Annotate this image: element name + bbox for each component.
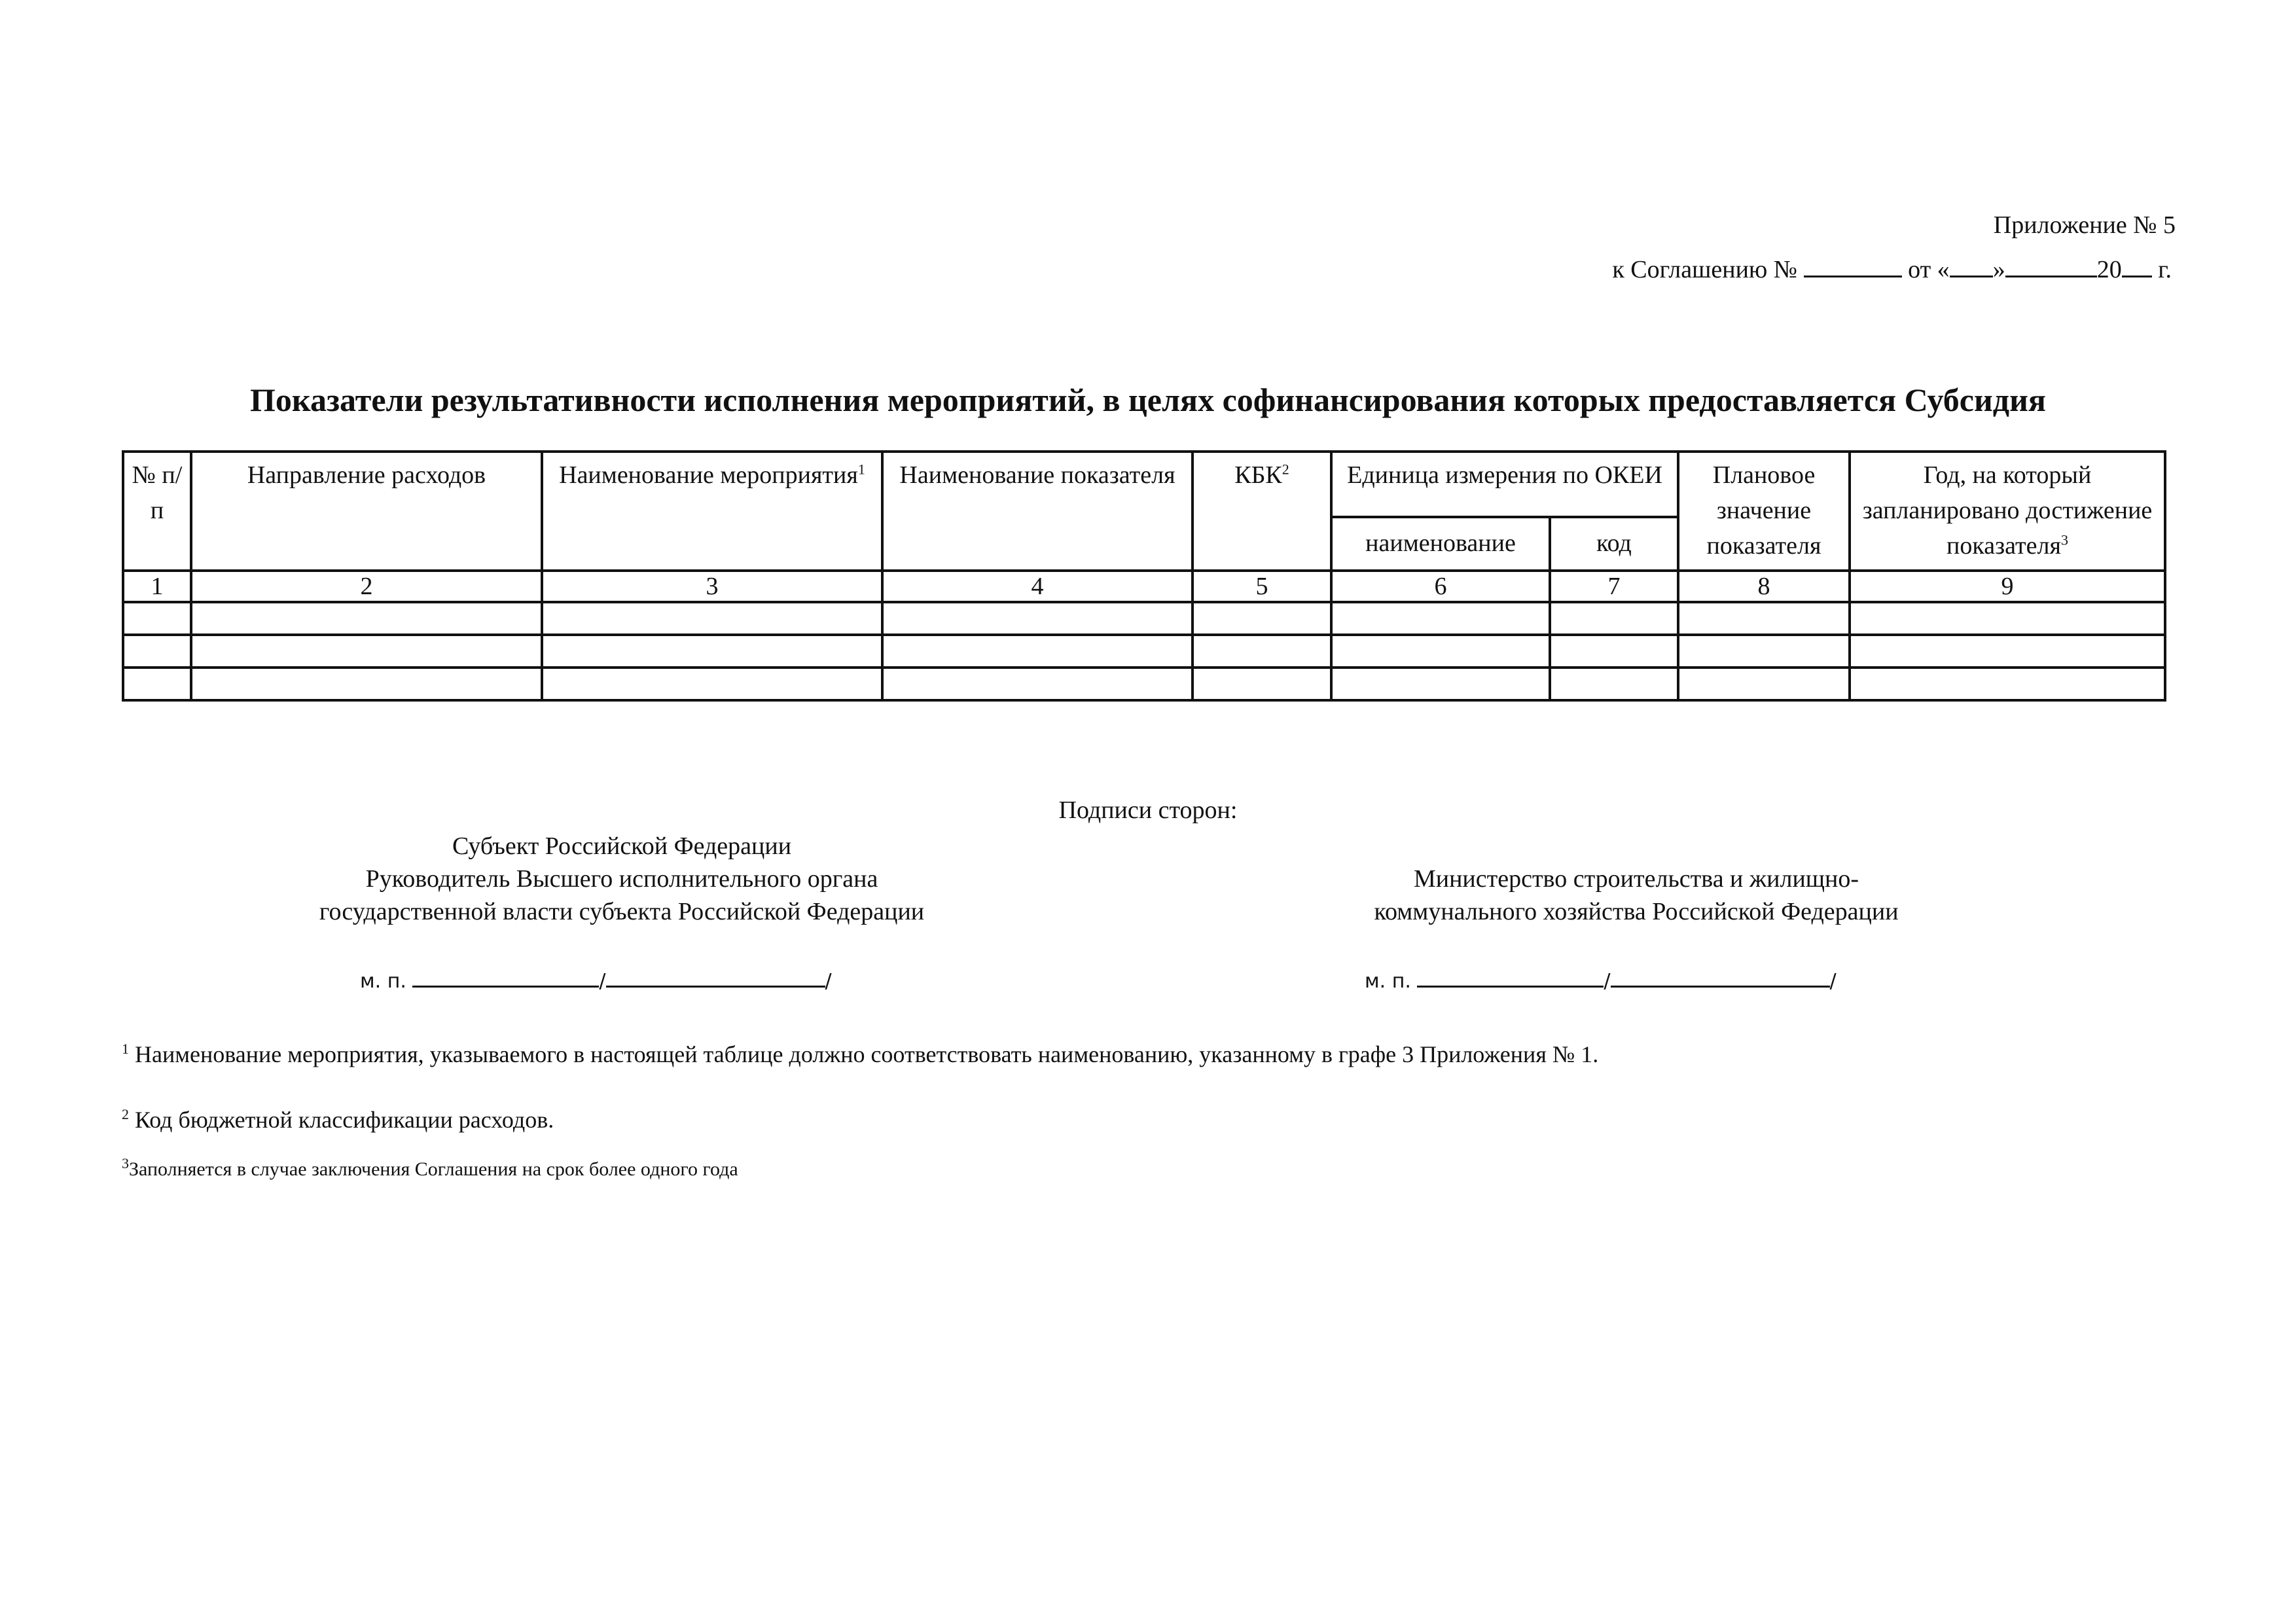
indicators-table [122, 450, 2166, 702]
footnote-3-mark: 3 [122, 1155, 129, 1171]
header-col-planned: Плановое значение показателя [1678, 452, 1850, 571]
right-party-line-1: Министерство строительства и жилищно- [1413, 865, 1859, 893]
table-cell [1850, 668, 2165, 700]
signature-slash: / [1829, 970, 1837, 993]
agreement-month-blank [2005, 256, 2097, 277]
table-cell [1678, 635, 1850, 668]
table-cell [882, 668, 1193, 700]
table-cell [123, 635, 191, 668]
table-cell [191, 602, 542, 635]
agreement-number-blank [1804, 256, 1902, 277]
agreement-quote-close: » [1992, 256, 2005, 283]
table-row [123, 668, 2165, 700]
table-cell [191, 668, 542, 700]
footnote-3 [122, 1155, 738, 1181]
table-row [123, 602, 2165, 635]
right-party-block [1276, 863, 1996, 928]
column-number: 6 [1331, 571, 1550, 602]
header-col-unit-name: наименование [1331, 517, 1550, 571]
name-blank [1611, 966, 1830, 988]
agreement-year-blank [2122, 256, 2152, 277]
left-stamp-signature-line [360, 966, 832, 993]
table-cell [123, 668, 191, 700]
agreement-year: 20 [2096, 256, 2122, 283]
column-numbers-row [123, 571, 2165, 602]
table-cell [1678, 668, 1850, 700]
table-cell [1550, 668, 1678, 700]
signature-blank [412, 966, 599, 988]
header-col-year-label: Год, на который запланировано достижение показателя [1862, 461, 2153, 560]
header-col-year [1850, 452, 2165, 571]
header-col-unit-group: Единица измерения по ОКЕИ [1331, 452, 1678, 517]
table-cell [1331, 635, 1550, 668]
footnote-ref-3: 3 [2060, 531, 2068, 548]
left-party-line-1: Субъект Российской Федерации [452, 832, 792, 860]
table-cell [1850, 635, 2165, 668]
left-party-line-3: государственной власти субъекта Российской Федерации [319, 898, 925, 925]
column-number: 2 [191, 571, 542, 602]
footnote-ref-2: 2 [1282, 461, 1289, 478]
footnote-1 [122, 1041, 1598, 1068]
footnote-1-mark: 1 [122, 1041, 129, 1057]
header-col-event [542, 452, 882, 571]
appendix-number: Приложение № 5 [1993, 211, 2176, 239]
right-party-line-2: коммунального хозяйства Российской Федерации [1374, 898, 1899, 925]
footnote-1-text: Наименование мероприятия, указываемого в настоящей таблице должно соответствовать наименованию, указанному в графе 3 Приложения № 1. [135, 1041, 1599, 1067]
document-title: Показатели результативности исполнения мероприятий, в целях софинансирования которых предоставляется Субсидия [250, 382, 2046, 418]
signature-slash: / [599, 970, 606, 993]
footnote-2-text: Код бюджетной классификации расходов. [135, 1107, 554, 1133]
column-number: 8 [1678, 571, 1850, 602]
header-col-number: № п/п [123, 452, 191, 571]
table-cell [1193, 602, 1331, 635]
table-cell [542, 668, 882, 700]
right-stamp-signature-line [1365, 966, 1837, 993]
table-cell [1550, 602, 1678, 635]
table-cell [882, 602, 1193, 635]
footnote-2 [122, 1106, 554, 1133]
agreement-year-suffix: г. [2158, 256, 2172, 283]
header-col-indicator: Наименование показателя [882, 452, 1193, 571]
column-number: 3 [542, 571, 882, 602]
footnote-ref-1: 1 [857, 461, 865, 478]
header-col-kbk-label: КБК [1234, 461, 1282, 489]
signature-slash: / [1604, 970, 1611, 993]
table-cell [123, 602, 191, 635]
column-number: 7 [1550, 571, 1678, 602]
footnote-2-mark: 2 [122, 1106, 129, 1122]
stamp-label: м. п. [1365, 970, 1411, 993]
signatures-title: Подписи сторон: [1058, 796, 1238, 824]
agreement-from: от « [1908, 256, 1950, 283]
table-cell [1331, 668, 1550, 700]
table-cell [1550, 635, 1678, 668]
table-cell [542, 635, 882, 668]
header-col-event-label: Наименование мероприятия [559, 461, 858, 489]
left-party-line-2: Руководитель Высшего исполнительного органа [365, 865, 878, 893]
table-cell [882, 635, 1193, 668]
header-col-kbk [1193, 452, 1331, 571]
table-cell [1193, 668, 1331, 700]
agreement-reference [1612, 255, 2172, 284]
table-cell [191, 635, 542, 668]
table-cell [1850, 602, 2165, 635]
header-col-direction: Направление расходов [191, 452, 542, 571]
signature-blank [1417, 966, 1604, 988]
table-row [123, 635, 2165, 668]
name-blank [606, 966, 825, 988]
header-col-unit-code: код [1550, 517, 1678, 571]
table-cell [1678, 602, 1850, 635]
left-party-block [262, 830, 982, 928]
footnote-3-text: Заполняется в случае заключения Соглашения на срок более одного года [129, 1158, 738, 1180]
agreement-prefix: к Соглашению № [1612, 256, 1798, 283]
column-number: 9 [1850, 571, 2165, 602]
agreement-day-blank [1950, 256, 1993, 277]
table-cell [1331, 602, 1550, 635]
column-number: 5 [1193, 571, 1331, 602]
column-number: 1 [123, 571, 191, 602]
stamp-label: м. п. [360, 970, 406, 993]
table-cell [542, 602, 882, 635]
table-cell [1193, 635, 1331, 668]
column-number: 4 [882, 571, 1193, 602]
signature-slash: / [825, 970, 832, 993]
